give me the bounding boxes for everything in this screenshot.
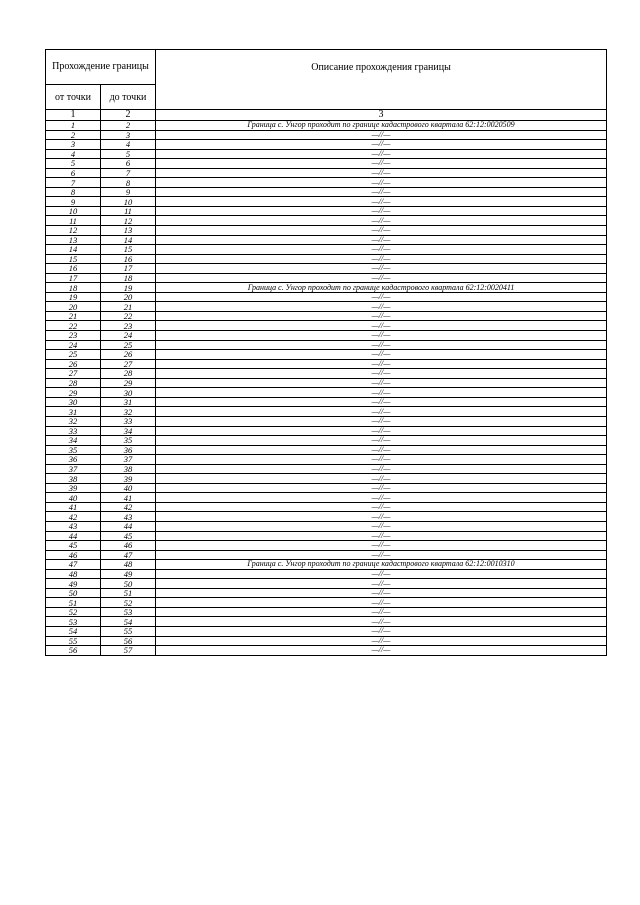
cell-description: —//—	[156, 159, 607, 169]
cell-description: —//—	[156, 359, 607, 369]
cell-from-point: 56	[46, 646, 101, 656]
cell-from-point: 21	[46, 311, 101, 321]
table-row	[46, 264, 607, 274]
table-row	[46, 541, 607, 551]
cell-to-point: 34	[101, 426, 156, 436]
cell-from-point: 36	[46, 455, 101, 465]
table-row	[46, 273, 607, 283]
cell-to-point: 43	[101, 512, 156, 522]
cell-description: —//—	[156, 617, 607, 627]
cell-to-point: 27	[101, 359, 156, 369]
cell-to-point: 2	[101, 121, 156, 131]
cell-from-point: 4	[46, 149, 101, 159]
cell-to-point: 6	[101, 159, 156, 169]
cell-to-point: 18	[101, 273, 156, 283]
cell-description: —//—	[156, 264, 607, 274]
cell-from-point: 1	[46, 121, 101, 131]
cell-from-point: 52	[46, 607, 101, 617]
cell-description: —//—	[156, 378, 607, 388]
cell-description: —//—	[156, 646, 607, 656]
cell-description: —//—	[156, 340, 607, 350]
cell-description: —//—	[156, 149, 607, 159]
table-row	[46, 579, 607, 589]
cell-to-point: 56	[101, 636, 156, 646]
cell-to-point: 11	[101, 206, 156, 216]
cell-from-point: 39	[46, 483, 101, 493]
cell-description: —//—	[156, 369, 607, 379]
cell-to-point: 20	[101, 292, 156, 302]
cell-from-point: 45	[46, 541, 101, 551]
table-row	[46, 636, 607, 646]
cell-description: —//—	[156, 397, 607, 407]
cell-from-point: 51	[46, 598, 101, 608]
cell-to-point: 8	[101, 178, 156, 188]
cell-description: —//—	[156, 598, 607, 608]
table-body	[46, 121, 607, 656]
cell-description: —//—	[156, 130, 607, 140]
cell-description: —//—	[156, 541, 607, 551]
cell-to-point: 51	[101, 588, 156, 598]
table-row	[46, 359, 607, 369]
table-row	[46, 617, 607, 627]
cell-to-point: 24	[101, 331, 156, 341]
table-row	[46, 216, 607, 226]
cell-to-point: 35	[101, 436, 156, 446]
cell-to-point: 38	[101, 464, 156, 474]
table-row	[46, 254, 607, 264]
cell-from-point: 38	[46, 474, 101, 484]
cell-from-point: 10	[46, 206, 101, 216]
cell-to-point: 19	[101, 283, 156, 293]
cell-description: —//—	[156, 483, 607, 493]
cell-description: —//—	[156, 426, 607, 436]
cell-description: —//—	[156, 178, 607, 188]
table-row	[46, 502, 607, 512]
cell-description: —//—	[156, 626, 607, 636]
column-number-1: 1	[46, 110, 101, 121]
table-row	[46, 397, 607, 407]
table-row	[46, 168, 607, 178]
cell-to-point: 21	[101, 302, 156, 312]
cell-from-point: 42	[46, 512, 101, 522]
table-row	[46, 292, 607, 302]
cell-to-point: 4	[101, 140, 156, 150]
table-row	[46, 588, 607, 598]
table-row	[46, 569, 607, 579]
cell-description: —//—	[156, 206, 607, 216]
cell-from-point: 25	[46, 350, 101, 360]
cell-description: —//—	[156, 502, 607, 512]
cell-to-point: 15	[101, 245, 156, 255]
cell-from-point: 32	[46, 416, 101, 426]
boundary-table	[45, 49, 607, 656]
cell-to-point: 40	[101, 483, 156, 493]
cell-from-point: 9	[46, 197, 101, 207]
cell-to-point: 5	[101, 149, 156, 159]
table-row	[46, 598, 607, 608]
cell-to-point: 42	[101, 502, 156, 512]
cell-description: —//—	[156, 292, 607, 302]
table-row	[46, 531, 607, 541]
table-row	[46, 455, 607, 465]
cell-from-point: 14	[46, 245, 101, 255]
cell-description: —//—	[156, 254, 607, 264]
cell-from-point: 27	[46, 369, 101, 379]
cell-from-point: 49	[46, 579, 101, 589]
cell-to-point: 13	[101, 226, 156, 236]
table-row	[46, 646, 607, 656]
table-row	[46, 130, 607, 140]
cell-from-point: 29	[46, 388, 101, 398]
cell-description: —//—	[156, 273, 607, 283]
table-row	[46, 178, 607, 188]
table-row	[46, 159, 607, 169]
cell-to-point: 9	[101, 187, 156, 197]
cell-description: —//—	[156, 168, 607, 178]
cell-description: —//—	[156, 493, 607, 503]
table-row	[46, 607, 607, 617]
cell-to-point: 44	[101, 521, 156, 531]
cell-to-point: 39	[101, 474, 156, 484]
cell-from-point: 28	[46, 378, 101, 388]
cell-to-point: 30	[101, 388, 156, 398]
table-row	[46, 426, 607, 436]
cell-description: —//—	[156, 607, 607, 617]
table-row	[46, 235, 607, 245]
table-row	[46, 340, 607, 350]
cell-description: —//—	[156, 416, 607, 426]
column-number-2: 2	[101, 110, 156, 121]
column-number-3: 3	[156, 110, 607, 121]
table-row	[46, 311, 607, 321]
cell-description: —//—	[156, 187, 607, 197]
cell-description: Граница с. Унгор проходит по границе кадастрового квартала 62:12:0020509	[156, 121, 607, 131]
cell-to-point: 33	[101, 416, 156, 426]
table-row	[46, 512, 607, 522]
table-row	[46, 550, 607, 560]
cell-to-point: 36	[101, 445, 156, 455]
cell-from-point: 26	[46, 359, 101, 369]
cell-to-point: 23	[101, 321, 156, 331]
cell-to-point: 45	[101, 531, 156, 541]
cell-from-point: 16	[46, 264, 101, 274]
cell-to-point: 3	[101, 130, 156, 140]
cell-from-point: 40	[46, 493, 101, 503]
cell-description: —//—	[156, 321, 607, 331]
cell-description: Граница с. Унгор проходит по границе кадастрового квартала 62:12:0020411	[156, 283, 607, 293]
cell-from-point: 30	[46, 397, 101, 407]
table-row	[46, 474, 607, 484]
table-row	[46, 521, 607, 531]
cell-description: —//—	[156, 512, 607, 522]
cell-description: —//—	[156, 245, 607, 255]
table-row	[46, 493, 607, 503]
cell-from-point: 3	[46, 140, 101, 150]
cell-to-point: 29	[101, 378, 156, 388]
cell-from-point: 31	[46, 407, 101, 417]
cell-to-point: 49	[101, 569, 156, 579]
cell-description: —//—	[156, 216, 607, 226]
cell-from-point: 17	[46, 273, 101, 283]
cell-from-point: 6	[46, 168, 101, 178]
cell-to-point: 10	[101, 197, 156, 207]
cell-to-point: 37	[101, 455, 156, 465]
header-to-point: до точки	[101, 85, 156, 110]
cell-to-point: 16	[101, 254, 156, 264]
cell-description: —//—	[156, 436, 607, 446]
cell-description: —//—	[156, 302, 607, 312]
table-row	[46, 121, 607, 131]
cell-description: —//—	[156, 569, 607, 579]
cell-to-point: 25	[101, 340, 156, 350]
cell-from-point: 11	[46, 216, 101, 226]
cell-from-point: 12	[46, 226, 101, 236]
cell-to-point: 57	[101, 646, 156, 656]
table-row	[46, 436, 607, 446]
table-row	[46, 149, 607, 159]
cell-to-point: 52	[101, 598, 156, 608]
table-row	[46, 140, 607, 150]
table-row	[46, 226, 607, 236]
cell-from-point: 37	[46, 464, 101, 474]
table-row	[46, 445, 607, 455]
header-passage: Прохождение границы	[46, 50, 156, 85]
header-from-point: от точки	[46, 85, 101, 110]
cell-from-point: 13	[46, 235, 101, 245]
cell-description: —//—	[156, 331, 607, 341]
cell-to-point: 28	[101, 369, 156, 379]
table-row	[46, 378, 607, 388]
table-row	[46, 187, 607, 197]
cell-from-point: 5	[46, 159, 101, 169]
cell-to-point: 14	[101, 235, 156, 245]
table-row	[46, 483, 607, 493]
cell-from-point: 2	[46, 130, 101, 140]
cell-from-point: 18	[46, 283, 101, 293]
cell-from-point: 23	[46, 331, 101, 341]
table-row	[46, 416, 607, 426]
cell-to-point: 53	[101, 607, 156, 617]
cell-from-point: 41	[46, 502, 101, 512]
cell-from-point: 53	[46, 617, 101, 627]
cell-description: —//—	[156, 531, 607, 541]
cell-description: —//—	[156, 455, 607, 465]
cell-to-point: 7	[101, 168, 156, 178]
cell-from-point: 7	[46, 178, 101, 188]
table-row	[46, 331, 607, 341]
table-row	[46, 206, 607, 216]
cell-description: —//—	[156, 550, 607, 560]
table-row	[46, 245, 607, 255]
cell-description: —//—	[156, 579, 607, 589]
cell-from-point: 33	[46, 426, 101, 436]
cell-description: —//—	[156, 636, 607, 646]
cell-description: —//—	[156, 235, 607, 245]
cell-to-point: 22	[101, 311, 156, 321]
cell-from-point: 8	[46, 187, 101, 197]
cell-from-point: 47	[46, 560, 101, 570]
cell-to-point: 50	[101, 579, 156, 589]
table-row	[46, 197, 607, 207]
cell-from-point: 24	[46, 340, 101, 350]
cell-description: —//—	[156, 140, 607, 150]
cell-description: —//—	[156, 350, 607, 360]
cell-from-point: 20	[46, 302, 101, 312]
cell-description: —//—	[156, 311, 607, 321]
cell-to-point: 31	[101, 397, 156, 407]
cell-from-point: 50	[46, 588, 101, 598]
cell-description: —//—	[156, 521, 607, 531]
cell-to-point: 55	[101, 626, 156, 636]
table-row	[46, 302, 607, 312]
cell-from-point: 35	[46, 445, 101, 455]
cell-from-point: 15	[46, 254, 101, 264]
cell-description: —//—	[156, 388, 607, 398]
cell-description: —//—	[156, 226, 607, 236]
cell-from-point: 44	[46, 531, 101, 541]
table-row	[46, 626, 607, 636]
cell-from-point: 55	[46, 636, 101, 646]
cell-to-point: 47	[101, 550, 156, 560]
cell-to-point: 54	[101, 617, 156, 627]
cell-to-point: 32	[101, 407, 156, 417]
table-row	[46, 388, 607, 398]
cell-to-point: 41	[101, 493, 156, 503]
cell-to-point: 48	[101, 560, 156, 570]
cell-from-point: 34	[46, 436, 101, 446]
table-row	[46, 407, 607, 417]
header-description: Описание прохождения границы	[156, 50, 607, 110]
table-row	[46, 283, 607, 293]
cell-to-point: 26	[101, 350, 156, 360]
cell-description: —//—	[156, 407, 607, 417]
cell-description: —//—	[156, 445, 607, 455]
table-row	[46, 350, 607, 360]
cell-description: —//—	[156, 474, 607, 484]
cell-to-point: 17	[101, 264, 156, 274]
table-row	[46, 321, 607, 331]
cell-description: —//—	[156, 588, 607, 598]
cell-from-point: 19	[46, 292, 101, 302]
cell-from-point: 54	[46, 626, 101, 636]
cell-description: Граница с. Унгор проходит по границе кадастрового квартала 62:12:0010310	[156, 560, 607, 570]
table-row	[46, 560, 607, 570]
cell-description: —//—	[156, 464, 607, 474]
cell-description: —//—	[156, 197, 607, 207]
cell-to-point: 46	[101, 541, 156, 551]
cell-from-point: 48	[46, 569, 101, 579]
cell-from-point: 22	[46, 321, 101, 331]
cell-from-point: 43	[46, 521, 101, 531]
table-row	[46, 369, 607, 379]
cell-to-point: 12	[101, 216, 156, 226]
cell-from-point: 46	[46, 550, 101, 560]
table-row	[46, 464, 607, 474]
